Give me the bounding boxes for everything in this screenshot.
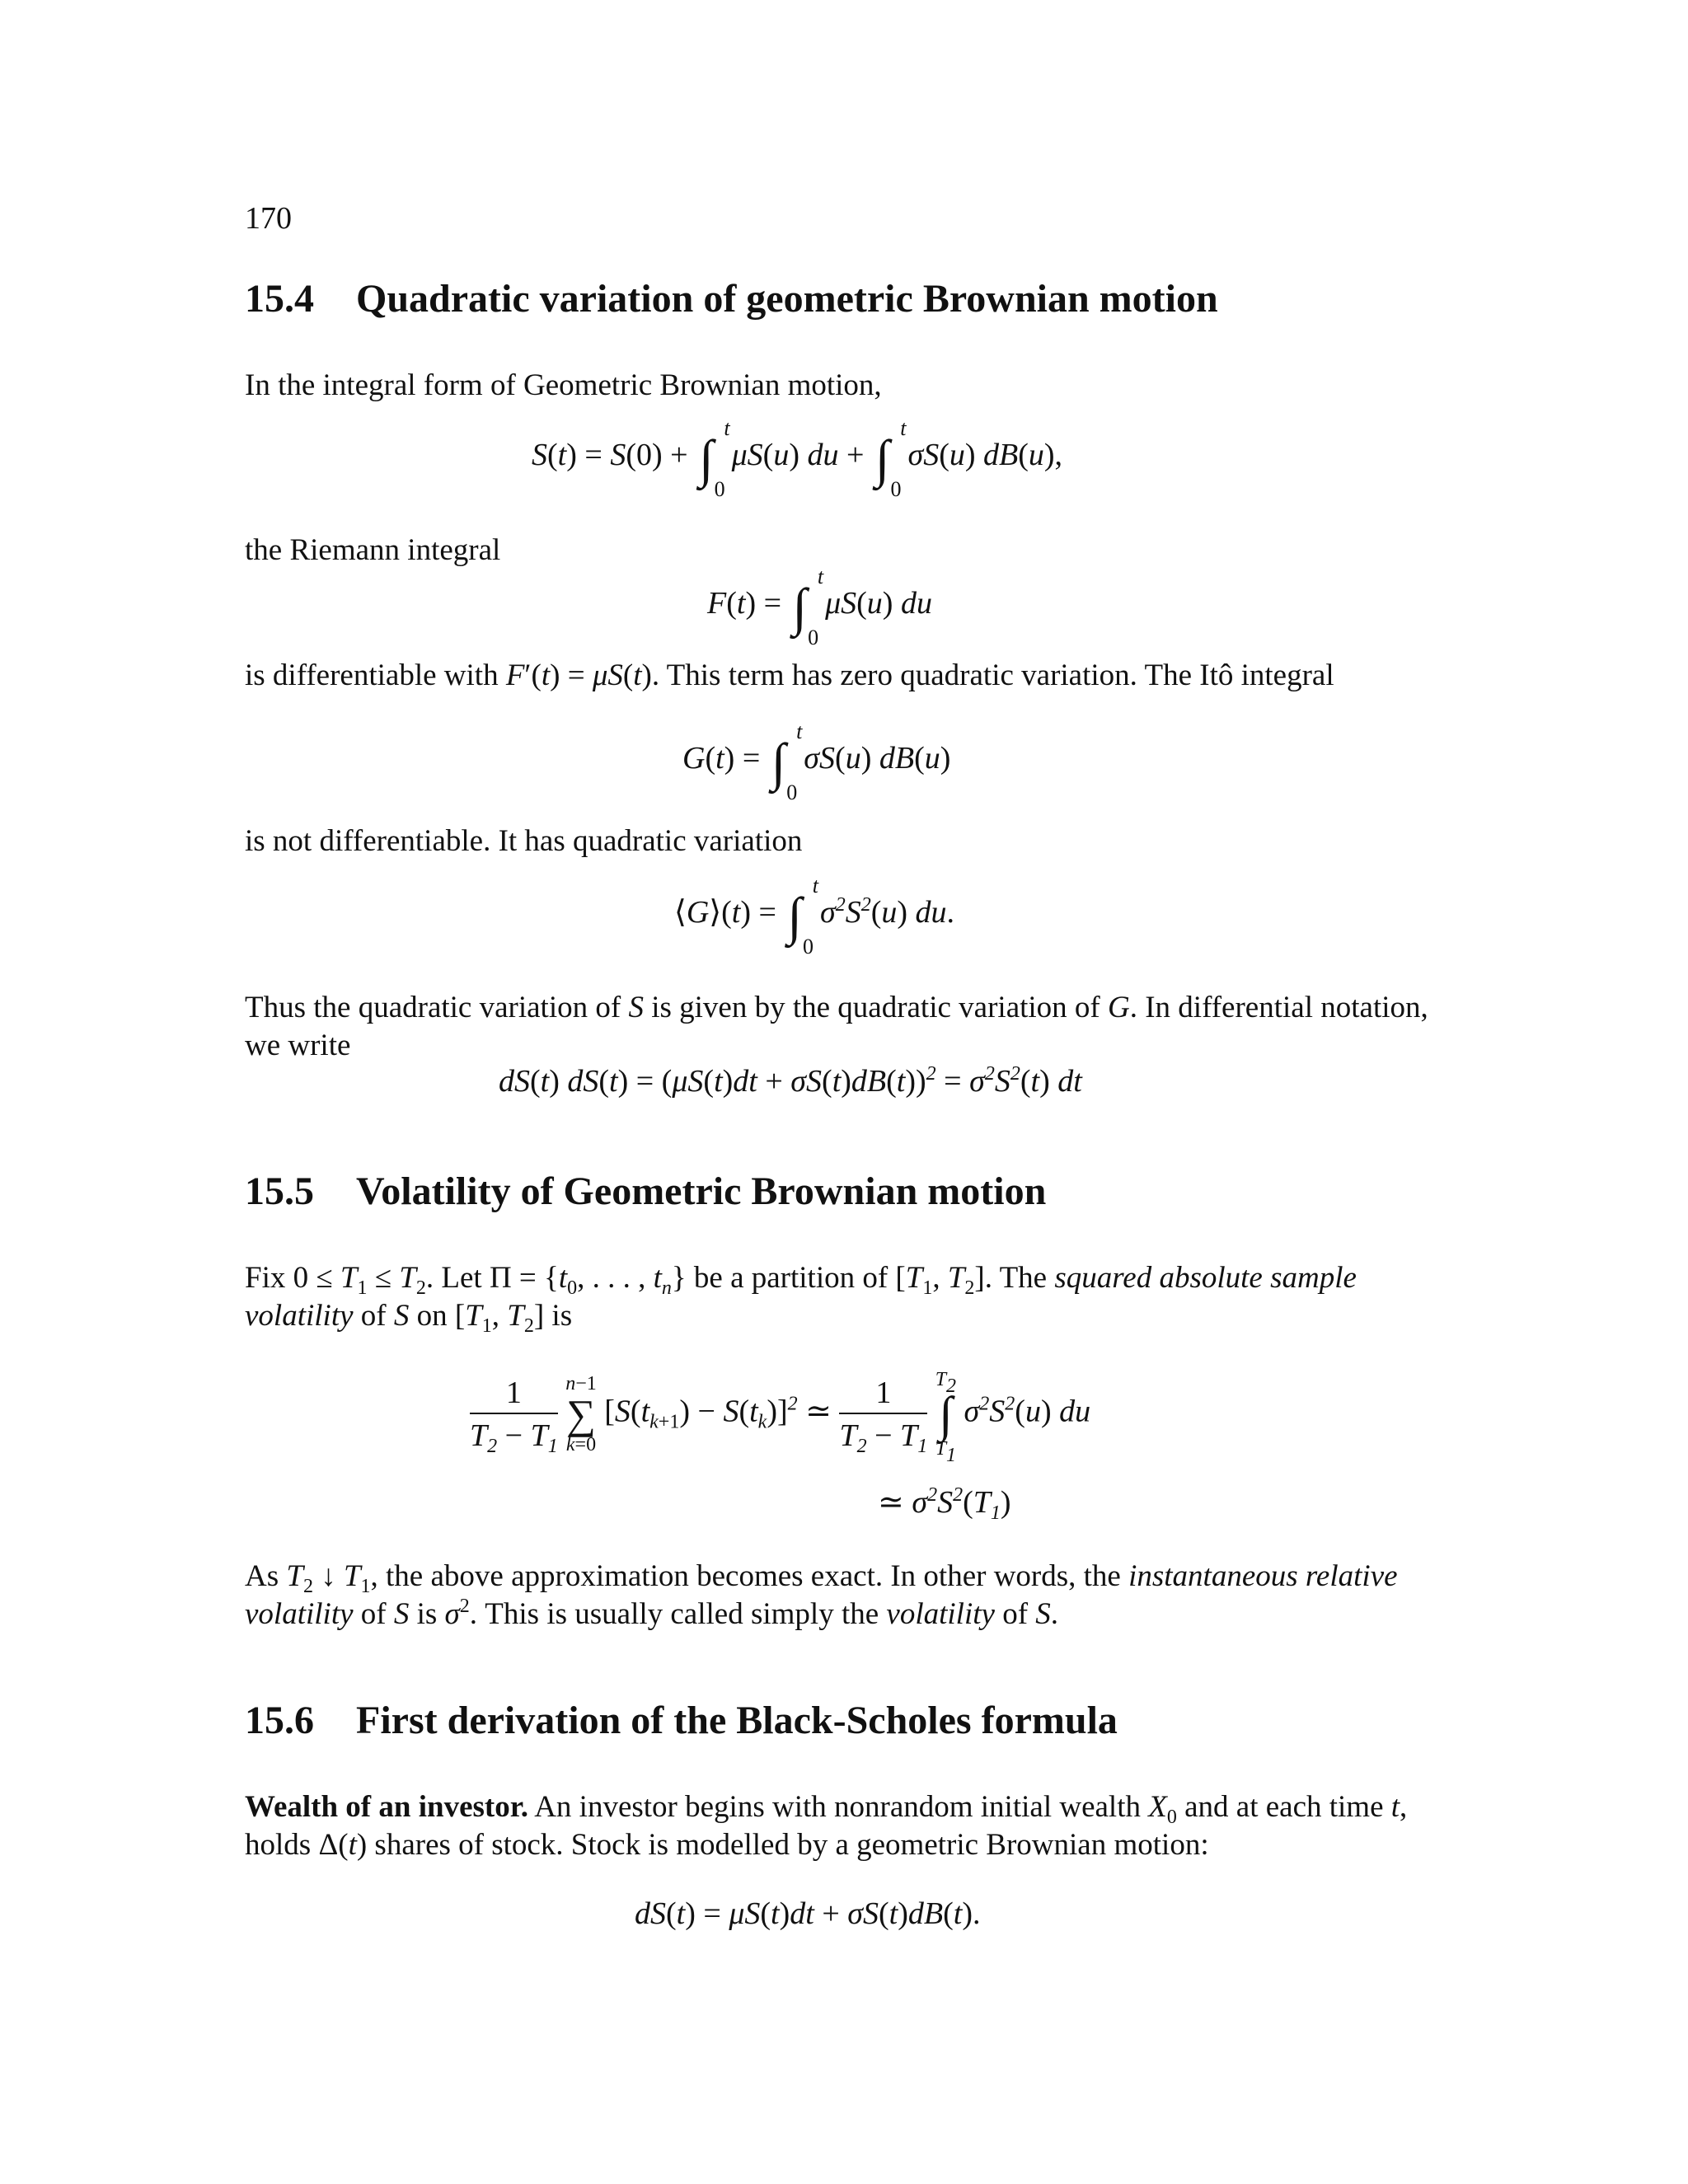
differentiable-paragraph: is differentiable with F′(t) = μS(t). This term has zero quadratic variation. The Itô integral — [245, 658, 1334, 692]
section-heading-15-4 — [245, 276, 1218, 321]
riemann-text: the Riemann integral — [245, 533, 501, 567]
section-title: Quadratic variation of geometric Brownian motion — [356, 277, 1218, 321]
page-number: 170 — [245, 201, 292, 236]
as-paragraph: As $T_2$ ↓ $T_1$, the above approximation becomes exact. In other words, the instantaneous relative volatility of S is $\sigma^2$. This is usually called simply the volatility of S. — [245, 1559, 1398, 1631]
wealth-paragraph: Wealth of an investor. An investor begins with nonrandom initial wealth $X_0$ and at each time t, holds Δ(t) shares of stock. Stock is modelled by a geometric Brownian motion: — [245, 1790, 1408, 1862]
thus-paragraph: Thus the quadratic variation of S is given by the quadratic variation of G. In differential notation, we write — [245, 991, 1428, 1062]
equation-G: G(t) = ∫ t 0 σS(u) dB(u) — [682, 719, 951, 804]
section-number: 15.6 — [245, 1699, 314, 1742]
equation-gbm-sde: dS(t) = μS(t)dt + σS(t)dB(t). — [635, 1896, 981, 1931]
section-number: 15.4 — [245, 277, 314, 321]
section-title: First derivation of the Black-Scholes formula — [356, 1699, 1118, 1742]
section-number: 15.5 — [245, 1169, 314, 1213]
not-differentiable-text: is not differentiable. It has quadratic variation — [245, 824, 803, 858]
section-heading-15-6 — [245, 1698, 1118, 1743]
section-title: Volatility of Geometric Brownian motion — [356, 1169, 1047, 1213]
intro-paragraph: In the integral form of Geometric Brownian motion, — [245, 368, 882, 402]
equation-sample-volatility: $\frac{1}{T_2 - T_1}$ n−1 ∑ k=0 $[S(t_{k+1}) - S(t_k)]^2$ ≃ $\frac{1}{T_2 - T_1}$ $T_2$ ∫ $T_1$ $\sigma^2S^2(u)$ du — [470, 1369, 1091, 1466]
section-heading-15-5 — [245, 1169, 1046, 1214]
fix-paragraph: Fix $0 \le T_1 \le T_2$. Let $\Pi = \{t_0$, . . . , $t_n$} be a partition of [$T_1$, $T_2$]. The squared absolute sample volatility of S on [$T_1$, $T_2$] is — [245, 1261, 1357, 1337]
wealth-label: Wealth of an investor. — [245, 1790, 528, 1824]
equation-quadratic-variation-G: ⟨G⟩(t) = ∫ t 0 $\sigma^2S^2(u)$ du. — [674, 874, 955, 958]
equation-volatility-approx: ≃ $\sigma^2S^2(T_1)$ — [878, 1484, 1011, 1524]
equation-gbm-integral: S(t) = S(0) + ∫ t 0 μS(u) du + ∫ t 0 σS(u) dB(u), — [532, 416, 1063, 501]
equation-dS-dS: dS(t) $dS(t) = (\mu S(t)dt + \sigma S(t)dB(t))^2 = \sigma^2S^2(t)$ dt — [499, 1063, 1082, 1099]
equation-F: F(t) = ∫ t 0 μS(u) du — [707, 565, 932, 649]
